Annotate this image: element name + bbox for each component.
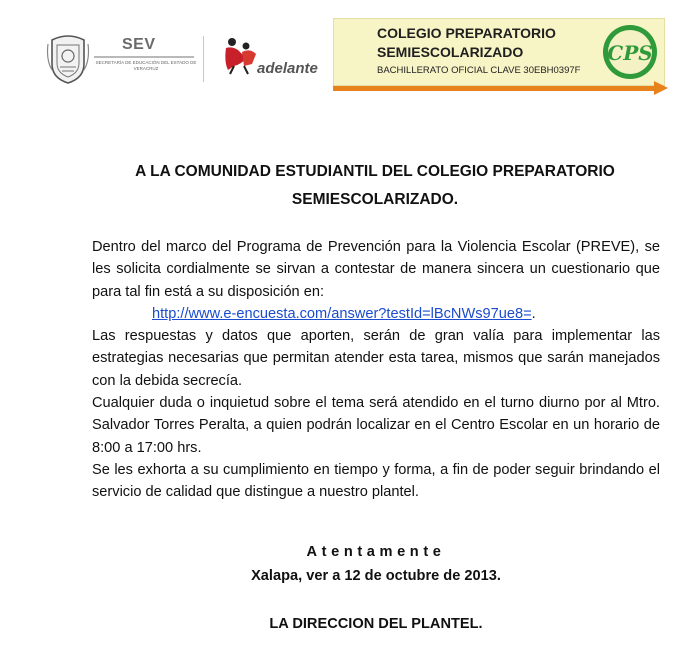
sev-subtitle: SECRETARÍA DE EDUCACIÓN DEL ESTADO DE VERACRUZ bbox=[95, 60, 197, 71]
school-name-line2: SEMIESCOLARIZADO bbox=[377, 44, 524, 60]
school-seal-icon bbox=[602, 24, 658, 80]
closing-regards: Atentamente bbox=[306, 544, 446, 560]
logo-divider bbox=[203, 36, 204, 82]
title-line1: A LA COMUNIDAD ESTUDIANTIL DEL COLEGIO PREPARATORIO bbox=[135, 163, 615, 180]
paragraph-exhortation: Se les exhorta a su cumplimiento en tiempo y forma, a fin de poder seguir brindando el servicio de calidad que distingue a nuestro plantel. bbox=[92, 461, 660, 501]
header-arrow-bar bbox=[333, 86, 657, 91]
survey-link-suffix: . bbox=[531, 305, 536, 322]
paragraph-contact: Cualquier duda o inquietud sobre el tema será atendido en el turno diurno por al Mtro. Salvador Torres Peralta, a quien podrán localizar en el Centro Escolar en un horario de 8:00 a 17:00 hrs. bbox=[92, 395, 660, 456]
sev-divider bbox=[94, 56, 194, 58]
veracruz-crest-icon bbox=[46, 34, 90, 84]
letter-title bbox=[90, 158, 660, 214]
closing-place-date: Xalapa, ver a 12 de octubre de 2013. bbox=[251, 568, 501, 584]
survey-link[interactable]: http://www.e-encuesta.com/answer?testId=lBcNWs97ue8= bbox=[152, 305, 532, 322]
school-clave: BACHILLERATO OFICIAL CLAVE 30EBH0397F bbox=[377, 65, 581, 76]
closing-signature: LA DIRECCION DEL PLANTEL. bbox=[269, 616, 483, 632]
sev-logo bbox=[94, 34, 198, 84]
letter-body bbox=[92, 236, 660, 504]
survey-link-line bbox=[92, 303, 660, 325]
letterhead bbox=[0, 0, 700, 104]
paragraph-responses: Las respuestas y datos que aporten, serán de gran valía para implementar las estrategias necesarias que permitan atender esta tarea, mismos que sarán manejados con la debida secrecía. bbox=[92, 328, 660, 389]
paragraph-intro: Dentro del marco del Programa de Prevención para la Violencia Escolar (PREVE), se les solicita cordialmente se sirvan a contestar de manera sincera un cuestionario que para tal fin está a su disposición en: bbox=[92, 239, 660, 300]
school-name-line1: COLEGIO PREPARATORIO bbox=[377, 25, 556, 41]
title-line2: SEMIESCOLARIZADO. bbox=[291, 191, 459, 208]
sev-label: SEV bbox=[122, 36, 156, 53]
letter-closing bbox=[92, 540, 660, 636]
seal-text: CPS bbox=[607, 41, 653, 65]
adelante-label: adelante bbox=[257, 60, 318, 77]
arrow-head-icon bbox=[654, 81, 668, 95]
